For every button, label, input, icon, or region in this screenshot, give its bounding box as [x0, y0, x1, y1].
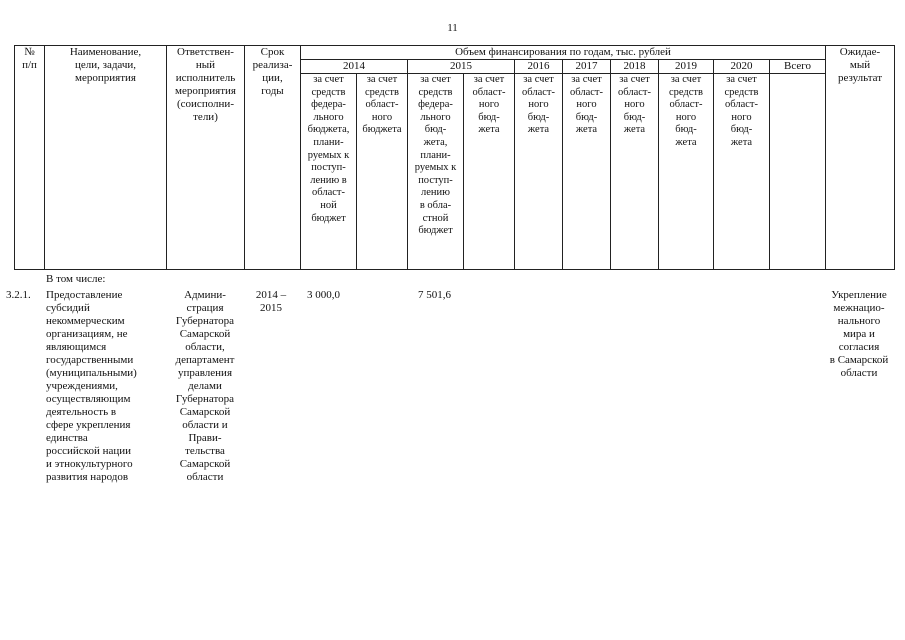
sub-reg-2017: за счет област- ного бюд- жета [563, 74, 611, 270]
row-fed-2014: 3 000,0 [307, 289, 340, 301]
row-term: 2014 – 2015 [255, 289, 287, 314]
header-funding: Объем финансирования по годам, тыс. рублей [301, 46, 826, 60]
sub-total [770, 74, 826, 270]
sub-reg-2016: за счет област- ного бюд- жета [515, 74, 563, 270]
sub-fed-2015: за счет средств федера- льного бюд- жета, плани- руемых к поступ- лению в обла- стной бюджет [408, 74, 464, 270]
year-total: Всего [770, 60, 826, 74]
year-2015: 2015 [408, 60, 515, 74]
row-number: 3.2.1. [6, 289, 31, 301]
year-2018: 2018 [611, 60, 659, 74]
year-2019: 2019 [659, 60, 714, 74]
header-name: Наименование, цели, задачи, мероприятия [45, 46, 167, 270]
header-term: Срок реализа- ции, годы [245, 46, 301, 270]
header-num: № п/п [15, 46, 45, 270]
page-number: 11 [447, 22, 458, 34]
year-2020: 2020 [714, 60, 770, 74]
year-2016: 2016 [515, 60, 563, 74]
sub-reg-2019: за счет средств област- ного бюд- жета [659, 74, 714, 270]
intro-text: В том числе: [46, 273, 106, 285]
row-result: Укрепление межнацио- нального мира и согласия в Самарской области [829, 289, 889, 379]
sub-reg-2015: за счет област- ного бюд- жета [464, 74, 515, 270]
header-result: Ожидае- мый результат [826, 46, 895, 270]
row-fed-2015: 7 501,6 [418, 289, 451, 301]
sub-fed-2014: за счет средств федера- льного бюджета, плани- руемых к поступ- лению в област- ной бюджет [301, 74, 357, 270]
sub-reg-2014: за счет средств област- ного бюджета [357, 74, 408, 270]
year-2014: 2014 [301, 60, 408, 74]
header-responsible: Ответствен- ный исполнитель мероприятия (соисполни- тели) [167, 46, 245, 270]
year-2017: 2017 [563, 60, 611, 74]
financing-table [14, 45, 895, 270]
row-name: Предоставление субсидий некоммерческим организациям, не являющимся государственными (муниципальными) учреждениями, осуществляющим деятельность в сфере укрепления единства российской нации и этнокультурного развития народов [46, 289, 137, 483]
sub-reg-2018: за счет област- ного бюд- жета [611, 74, 659, 270]
row-responsible: Админи- страция Губернатора Самарской области, департамент управления делами Губернатора Самарской области и Прави- тельства Самарской области [175, 289, 235, 483]
sub-reg-2020: за счет средств област- ного бюд- жета [714, 74, 770, 270]
